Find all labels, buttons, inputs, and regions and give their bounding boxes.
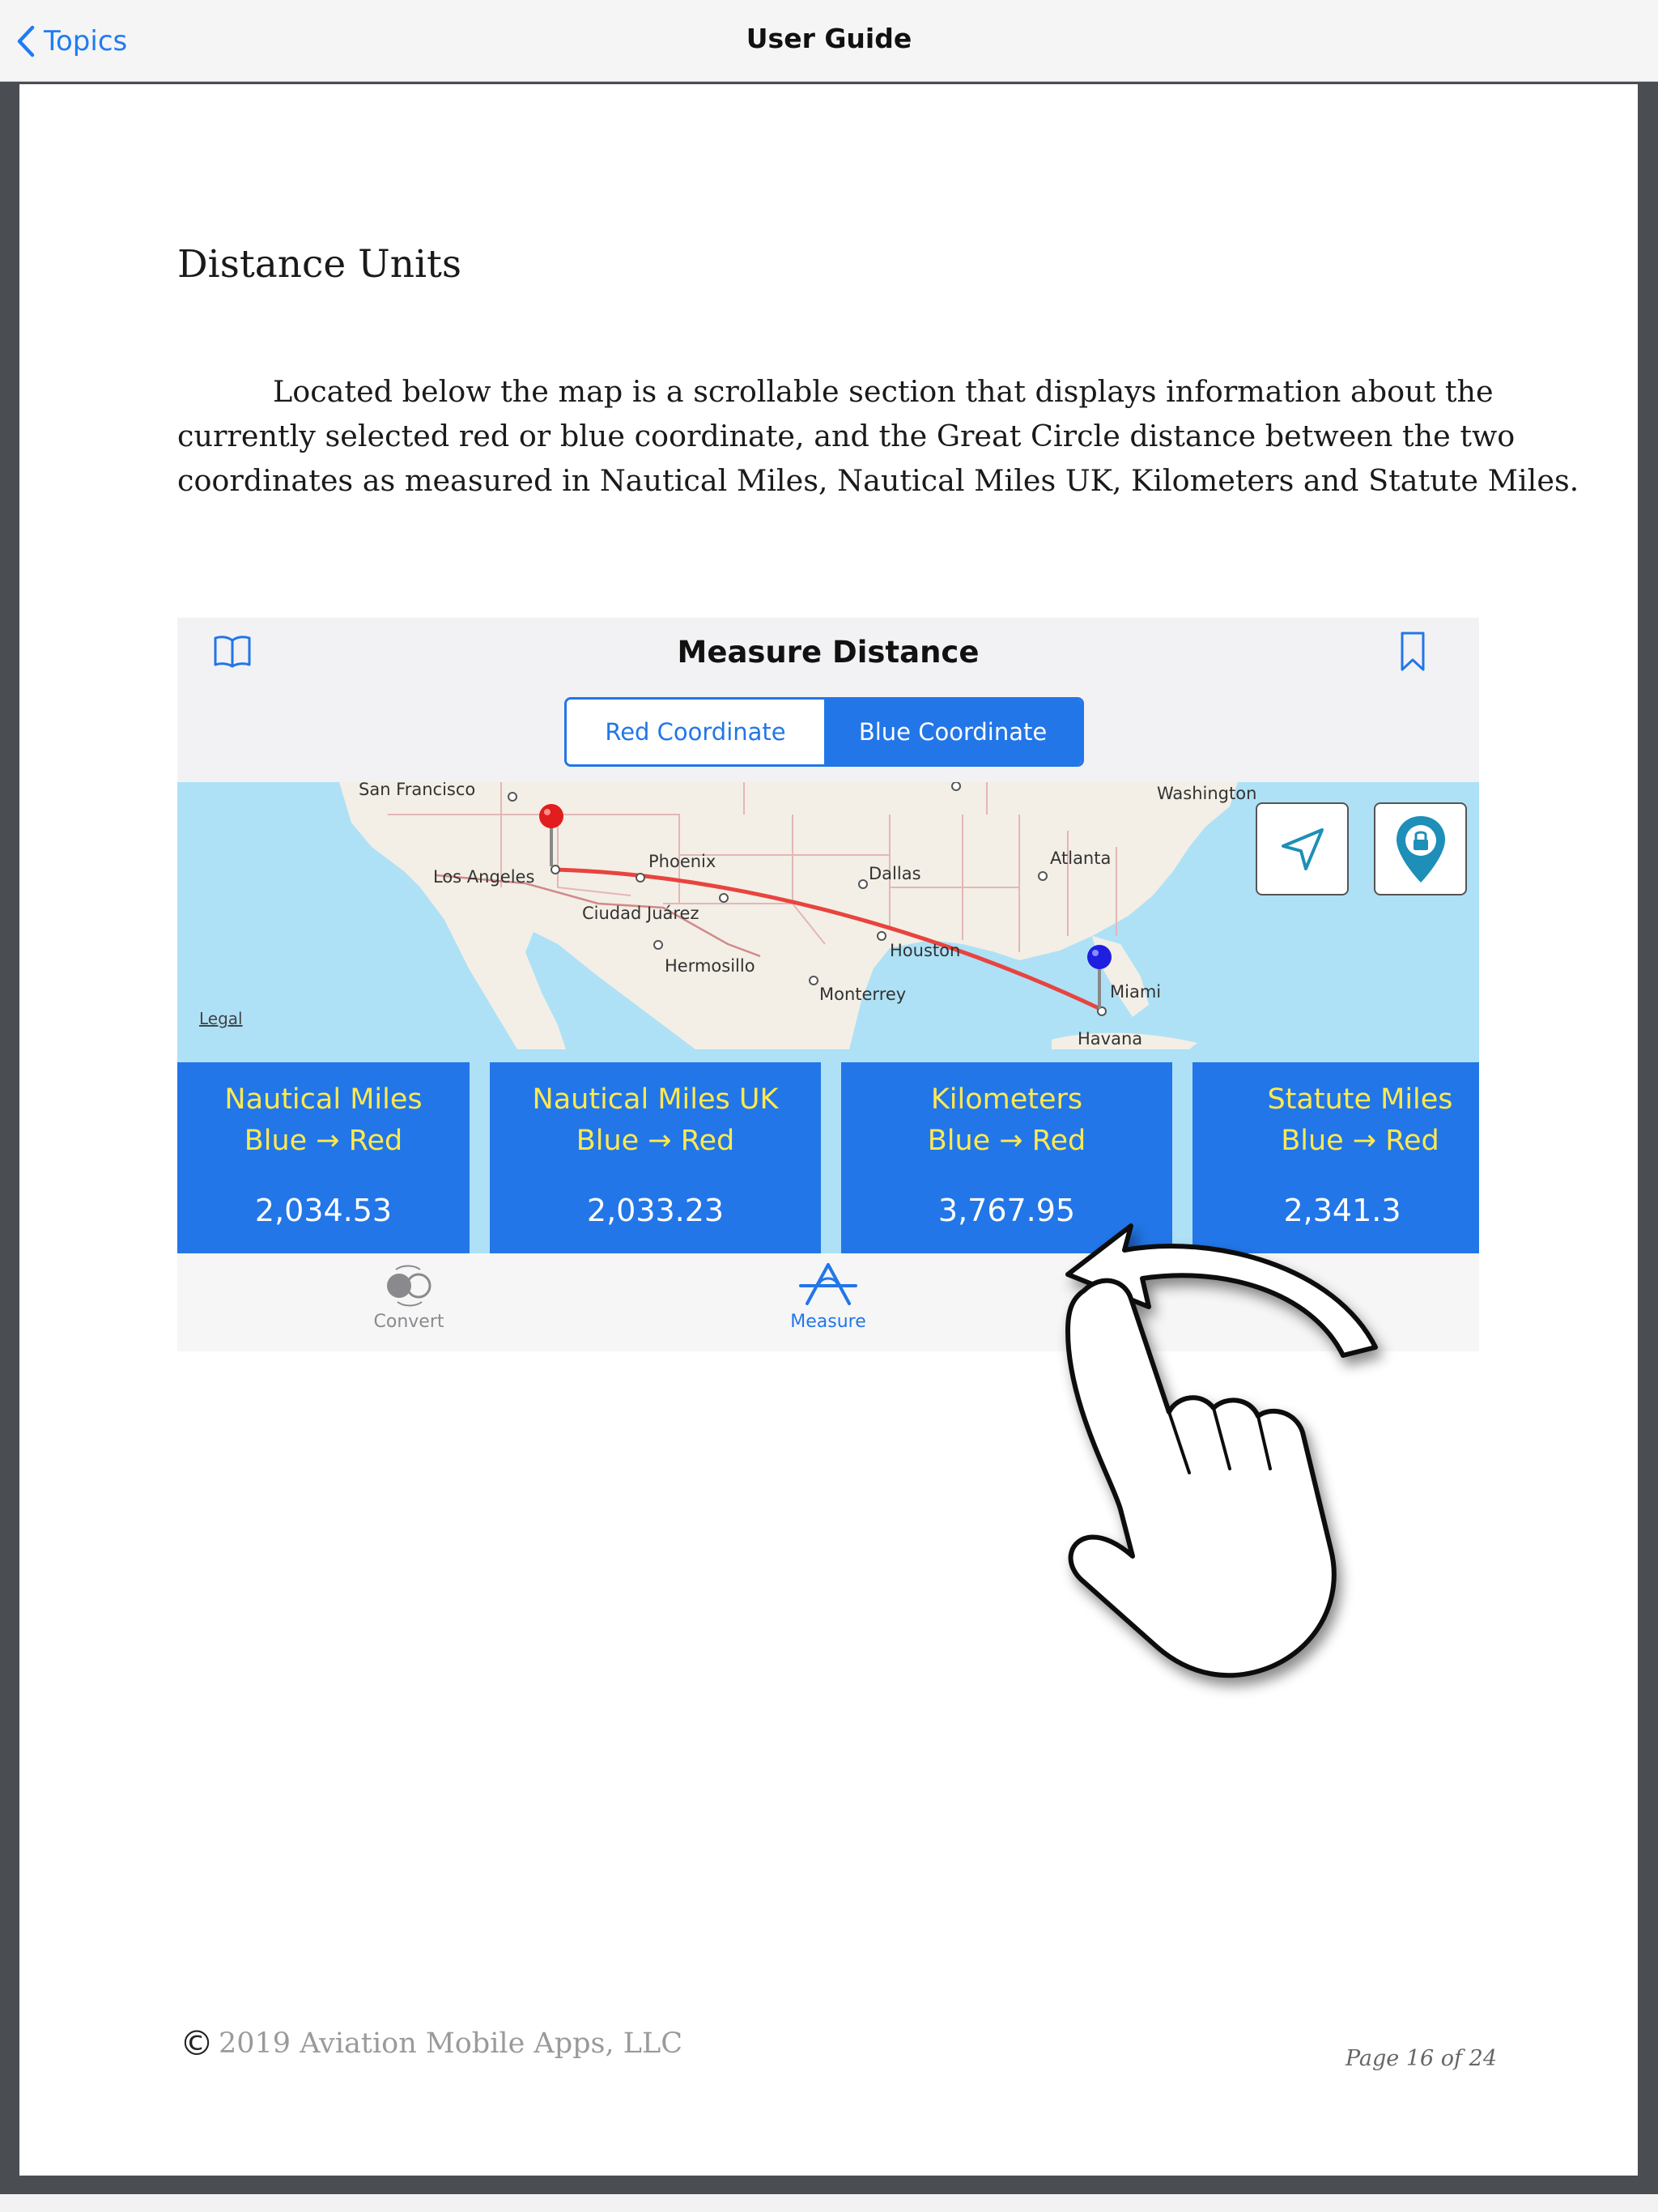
card-value: 2,033.23: [586, 1193, 725, 1228]
copyright-text: 2019 Aviation Mobile Apps, LLC: [219, 2027, 682, 2060]
paragraph-line: currently selected red or blue coordinate, and the Great Circle distance between the two: [177, 419, 1516, 453]
back-button-label: Topics: [44, 25, 128, 57]
bookmark-icon: [1399, 631, 1426, 677]
map-city-label: Hermosillo: [665, 956, 755, 976]
tab-convert[interactable]: [328, 1261, 490, 1332]
segment-blue-coordinate[interactable]: Blue Coordinate: [824, 700, 1082, 764]
map-legal-link[interactable]: Legal: [199, 1009, 243, 1028]
map-city-label: Dallas: [869, 864, 921, 883]
map-city-label: Miami: [1110, 982, 1162, 1002]
lock-location-button[interactable]: [1374, 802, 1467, 895]
card-value: 3,767.95: [937, 1193, 1076, 1228]
map-view[interactable]: [177, 782, 1479, 1049]
next-page-edge: [0, 2194, 1658, 2212]
card-direction: Blue → Red: [1281, 1125, 1439, 1157]
paragraph-line: coordinates as measured in Nautical Miles, Nautical Miles UK, Kilometers and Statute Miles.: [177, 463, 1579, 498]
card-direction: Blue → Red: [244, 1125, 403, 1157]
card-direction: Blue → Red: [576, 1125, 735, 1157]
card-direction: Blue → Red: [927, 1125, 1086, 1157]
card-value: 2,034.53: [254, 1193, 393, 1228]
map-city-label: Los Angeles: [433, 867, 535, 887]
card-title: Nautical Miles: [224, 1083, 423, 1116]
map-city-label: Phoenix: [648, 852, 716, 871]
body-paragraph: [177, 369, 1579, 503]
current-location-button[interactable]: [1256, 802, 1349, 895]
nav-title: User Guide: [746, 23, 912, 54]
coordinate-segmented-control: [564, 697, 1084, 767]
convert-icon: [376, 1261, 441, 1307]
card-title: Nautical Miles UK: [532, 1083, 779, 1116]
paragraph-line: Located below the map is a scrollable section that displays information about the: [273, 374, 1494, 409]
navigation-bar: [0, 0, 1658, 82]
map-city-label: San Francisco: [359, 782, 476, 799]
tab-label: Convert: [373, 1312, 444, 1332]
segment-red-coordinate[interactable]: Red Coordinate: [567, 700, 824, 764]
copyright-footer: [180, 2023, 682, 2063]
card-title: Kilometers: [930, 1083, 1083, 1116]
tab-label: Measure: [790, 1312, 866, 1332]
page-number: Page 16 of 24: [1345, 2046, 1497, 2071]
copyright-symbol: ©: [180, 2023, 214, 2063]
page-heading: Distance Units: [177, 242, 462, 287]
card-nautical-miles[interactable]: [177, 1062, 470, 1253]
card-title: Statute Miles: [1267, 1083, 1453, 1116]
measure-icon: [796, 1261, 861, 1307]
map-city-label: Monterrey: [819, 985, 907, 1004]
map-city-label: Ciudad Juárez: [582, 904, 699, 923]
map-city-label: Washington: [1157, 784, 1257, 803]
swipe-gesture-icon: [1035, 1169, 1473, 1720]
map-city-label: Atlanta: [1050, 849, 1112, 868]
lock-pin-icon: [1392, 813, 1449, 886]
location-arrow-icon: [1277, 823, 1329, 875]
tab-measure[interactable]: [747, 1261, 909, 1332]
card-nautical-miles-uk[interactable]: [490, 1062, 821, 1253]
map-city-label: Houston: [890, 941, 961, 960]
document-page: [19, 84, 1638, 2176]
map-city-label: Havana: [1078, 1029, 1143, 1049]
screen-title: Measure Distance: [677, 635, 980, 670]
card-value: 2,341.3: [1283, 1193, 1401, 1228]
